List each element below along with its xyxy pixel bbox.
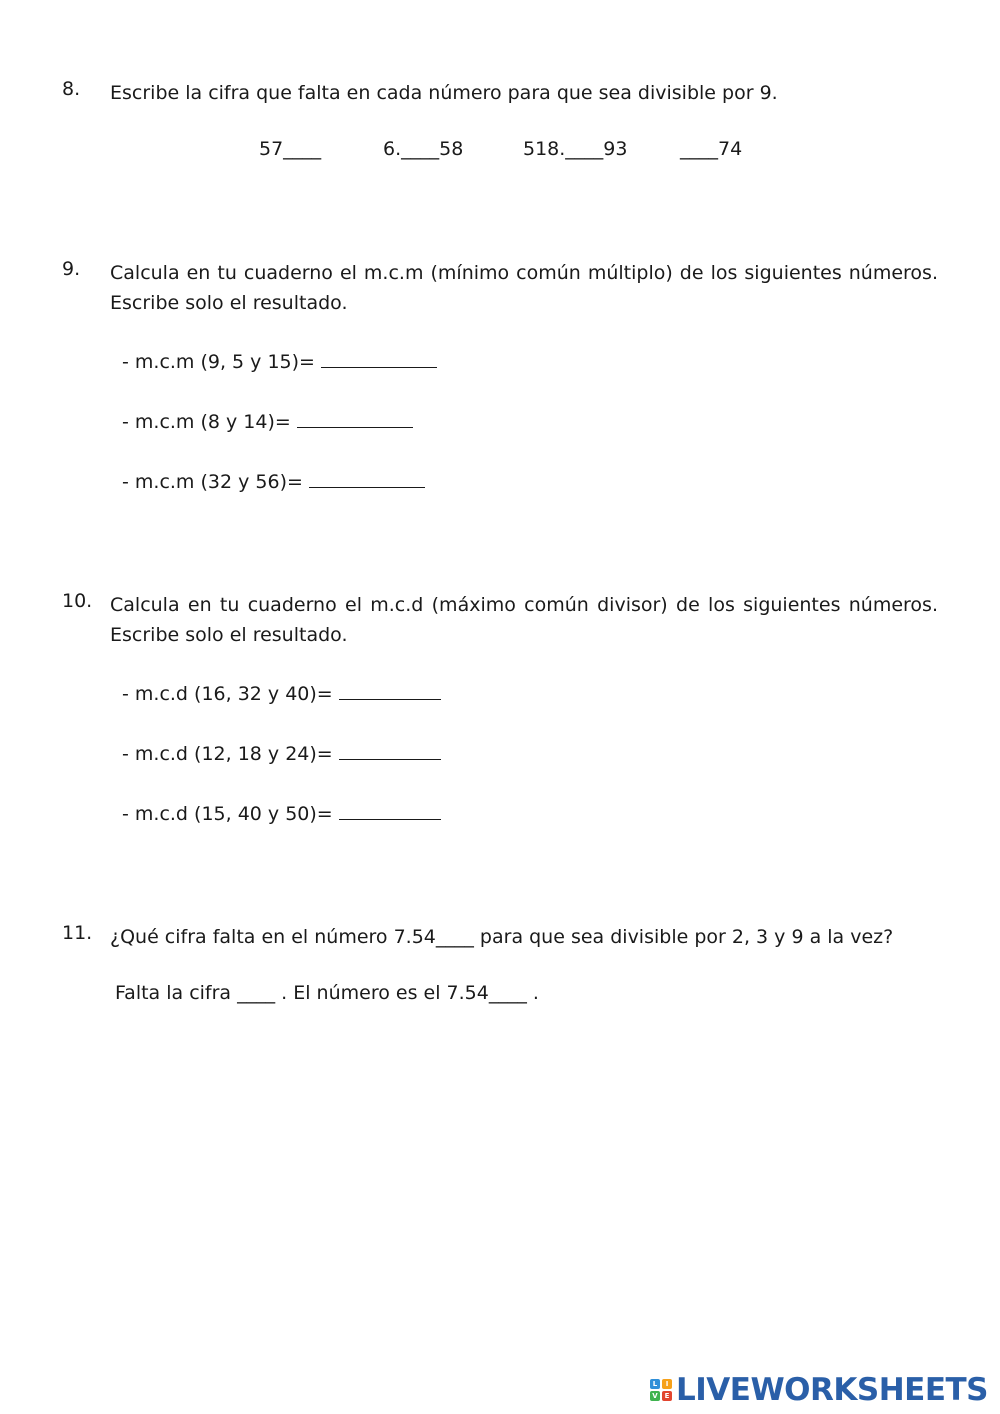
mcm-answer-2[interactable] [297, 409, 413, 428]
question-9-number: 9. [62, 258, 81, 280]
logo-mark-e: E [662, 1391, 672, 1401]
logo-mark-l: L [650, 1379, 660, 1389]
mcm-answer-3[interactable] [309, 469, 425, 488]
question-8-blanks [0, 138, 1000, 168]
mcm-item-2 [122, 409, 413, 433]
liveworksheets-logo-text: LIVEWORKSHEETS [676, 1372, 988, 1408]
liveworksheets-logo [650, 1372, 988, 1408]
mcd-item-3-label: - m.c.d (15, 40 y 50)= [122, 803, 333, 825]
question-10-text: Calcula en tu cuaderno el m.c.d (máximo común divisor) de los siguientes números. Escribe solo el resultado. [110, 594, 938, 646]
mcd-item-2 [122, 741, 441, 765]
mcd-item-1 [122, 681, 441, 705]
mcm-item-3-label: - m.c.m (32 y 56)= [122, 471, 303, 493]
mcm-item-3 [122, 469, 425, 493]
mcd-answer-2[interactable] [339, 741, 441, 760]
question-11-number: 11. [62, 922, 93, 944]
blank-number-1[interactable]: 57____ [259, 138, 322, 160]
liveworksheets-logo-icon [650, 1379, 672, 1401]
mcd-item-2-label: - m.c.d (12, 18 y 24)= [122, 743, 333, 765]
mcm-answer-1[interactable] [321, 349, 437, 368]
question-10-number: 10. [62, 590, 93, 612]
mcd-answer-3[interactable] [339, 801, 441, 820]
question-11-answer[interactable]: Falta la cifra ____ . El número es el 7.54____ . [115, 982, 539, 1004]
question-11-text: ¿Qué cifra falta en el número 7.54____ para que sea divisible por 2, 3 y 9 a la vez? [110, 926, 894, 948]
blank-number-2[interactable]: 6.____58 [383, 138, 464, 160]
logo-mark-v: V [650, 1391, 660, 1401]
question-9-text: Calcula en tu cuaderno el m.c.m (mínimo común múltiplo) de los siguientes números. Escribe solo el resultado. [110, 262, 938, 314]
mcm-item-2-label: - m.c.m (8 y 14)= [122, 411, 291, 433]
mcd-answer-1[interactable] [339, 681, 441, 700]
logo-mark-i: I [662, 1379, 672, 1389]
mcd-item-3 [122, 801, 441, 825]
blank-number-3[interactable]: 518.____93 [523, 138, 628, 160]
question-8-number: 8. [62, 78, 81, 100]
question-8-text: Escribe la cifra que falta en cada número para que sea divisible por 9. [110, 82, 778, 104]
mcd-item-1-label: - m.c.d (16, 32 y 40)= [122, 683, 333, 705]
mcm-item-1-label: - m.c.m (9, 5 y 15)= [122, 351, 315, 373]
blank-number-4[interactable]: ____74 [680, 138, 743, 160]
mcm-item-1 [122, 349, 437, 373]
